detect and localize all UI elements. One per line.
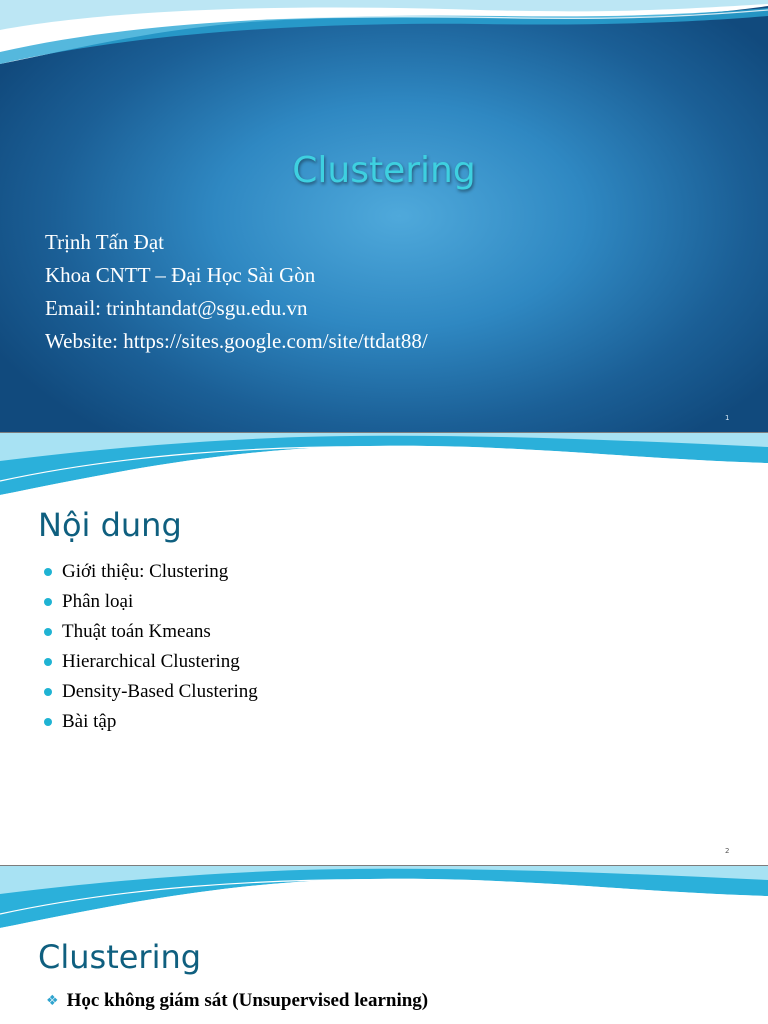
slide-1 [0,0,768,432]
list-item: Thuật toán Kmeans [44,617,258,647]
wave-banner [0,433,768,503]
author-name: Trịnh Tấn Đạt [45,230,165,254]
slide-title: Clustering [292,150,476,191]
bullet-dot [44,628,52,636]
list-item: Density-Based Clustering [44,677,258,707]
bullet-dot [44,568,52,576]
slide-heading: Clustering [38,938,202,976]
slide-heading: Nội dung [38,506,182,544]
diamond-bullet-icon: ❖ [46,993,59,1009]
author-info [45,226,428,358]
list-item: ❖ Học không giám sát (Unsupervised learning) [46,990,429,1011]
bullet-dot [44,598,52,606]
slide-3 [0,866,768,1024]
list-item: Giới thiệu: Clustering [44,557,258,587]
list-item: Bài tập [44,707,258,737]
agenda-list [44,557,258,737]
author-email: Email: trinhtandat@sgu.edu.vn [45,296,308,320]
slide-2 [0,433,768,865]
content-list [46,990,428,1012]
wave-banner [0,0,768,70]
bullet-dot [44,718,52,726]
author-website: Website: https://sites.google.com/site/ttdat88/ [45,329,428,353]
wave-banner [0,866,768,936]
list-item: Hierarchical Clustering [44,647,258,677]
list-item: Phân loại [44,587,258,617]
bullet-dot [44,658,52,666]
bullet-dot [44,688,52,696]
slide-number: 2 [725,847,730,855]
author-department: Khoa CNTT – Đại Học Sài Gòn [45,263,316,287]
slide-number: 1 [725,414,730,422]
